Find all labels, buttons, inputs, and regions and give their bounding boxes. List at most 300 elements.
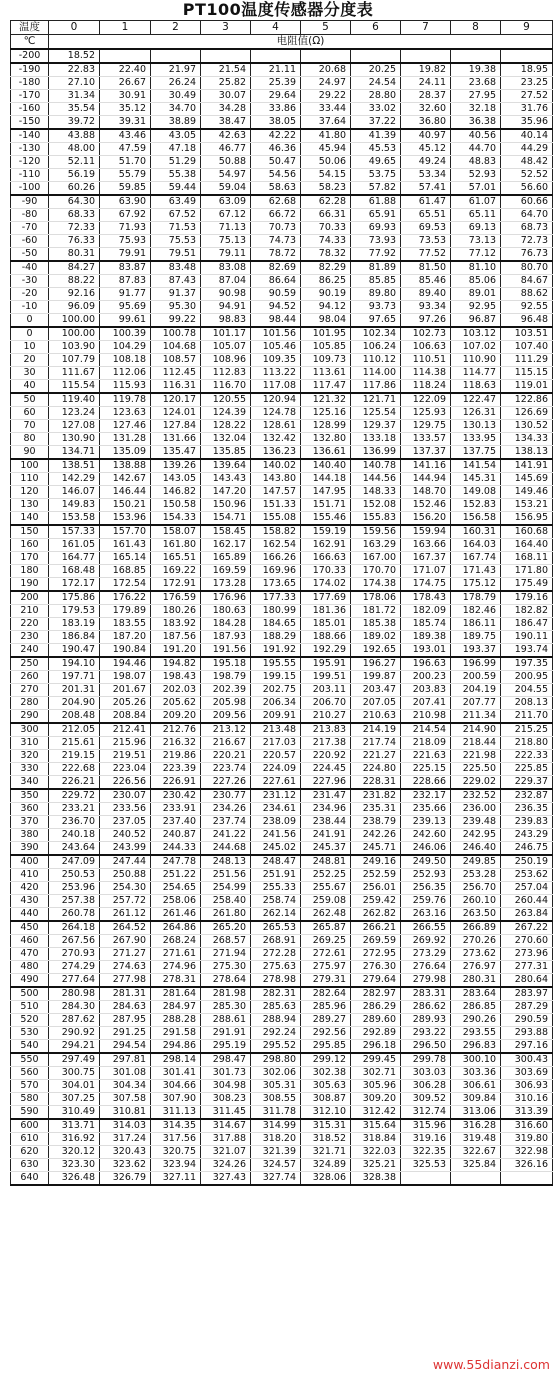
resistance-cell: 185.74: [401, 618, 451, 631]
resistance-cell: 196.27: [351, 657, 401, 671]
resistance-cell: 292.89: [351, 1027, 401, 1040]
resistance-cell: 205.98: [201, 697, 251, 710]
table-row: [11, 143, 553, 156]
temperature-header: 温度: [11, 21, 49, 35]
resistance-cell: 174.38: [351, 578, 401, 592]
temperature-cell: 100: [11, 459, 49, 473]
resistance-cell: 320.12: [49, 1146, 100, 1159]
resistance-cell: 307.25: [49, 1093, 100, 1106]
resistance-cell: 85.85: [351, 275, 401, 288]
resistance-cell: 218.09: [401, 737, 451, 750]
resistance-cell: 58.63: [251, 182, 301, 196]
resistance-cell: 257.72: [100, 895, 151, 908]
resistance-cell: 34.70: [151, 103, 201, 116]
resistance-cell: 140.02: [251, 459, 301, 473]
resistance-cell: 140.40: [301, 459, 351, 473]
resistance-cell: 276.64: [401, 961, 451, 974]
resistance-cell: 39.72: [49, 116, 100, 130]
resistance-cell: 185.01: [301, 618, 351, 631]
resistance-cell: 29.22: [301, 90, 351, 103]
resistance-cell: 264.52: [100, 921, 151, 935]
table-row: [11, 618, 553, 631]
resistance-cell: 41.39: [351, 129, 401, 143]
resistance-cell: 53.75: [351, 169, 401, 182]
resistance-cell: 164.77: [49, 552, 100, 565]
resistance-cell: 273.96: [501, 948, 553, 961]
temperature-cell: 550: [11, 1053, 49, 1067]
resistance-cell: 318.52: [301, 1133, 351, 1146]
resistance-cell: 119.40: [49, 393, 100, 407]
resistance-cell: 141.16: [401, 459, 451, 473]
resistance-cell: 73.13: [451, 235, 501, 248]
resistance-cell: 244.33: [151, 842, 201, 856]
table-row: [11, 156, 553, 169]
resistance-cell: 216.67: [201, 737, 251, 750]
resistance-cell: 248.81: [301, 855, 351, 869]
resistance-cell: 89.40: [401, 288, 451, 301]
resistance-cell: 75.53: [151, 235, 201, 248]
resistance-cell: 105.46: [251, 341, 301, 354]
table-row: [11, 327, 553, 341]
resistance-cell: 120.17: [151, 393, 201, 407]
resistance-cell: 46.36: [251, 143, 301, 156]
resistance-cell: [401, 1172, 451, 1186]
resistance-cell: 111.67: [49, 367, 100, 380]
resistance-cell: 102.34: [351, 327, 401, 341]
resistance-cell: 27.10: [49, 77, 100, 90]
resistance-cell: 179.16: [501, 591, 553, 605]
resistance-cell: 18.52: [49, 49, 100, 63]
resistance-cell: 87.83: [100, 275, 151, 288]
resistance-cell: 289.93: [401, 1014, 451, 1027]
resistance-cell: 235.66: [401, 803, 451, 816]
temperature-cell: 440: [11, 908, 49, 922]
temperature-cell: 300: [11, 723, 49, 737]
resistance-cell: 68.73: [501, 222, 553, 235]
resistance-cell: 288.61: [201, 1014, 251, 1027]
resistance-cell: 65.51: [401, 209, 451, 222]
resistance-cell: [100, 49, 151, 63]
resistance-cell: 141.91: [501, 459, 553, 473]
resistance-cell: 124.39: [201, 407, 251, 420]
resistance-cell: 45.94: [301, 143, 351, 156]
temperature-cell: 40: [11, 380, 49, 394]
temperature-cell: 590: [11, 1106, 49, 1120]
resistance-cell: 224.09: [251, 763, 301, 776]
resistance-cell: 24.54: [351, 77, 401, 90]
resistance-cell: 297.81: [100, 1053, 151, 1067]
resistance-cell: 274.96: [151, 961, 201, 974]
resistance-cell: 157.70: [100, 525, 151, 539]
resistance-cell: 310.16: [501, 1093, 553, 1106]
resistance-cell: 210.27: [301, 710, 351, 724]
resistance-cell: 24.97: [301, 77, 351, 90]
resistance-cell: 282.64: [301, 987, 351, 1001]
resistance-cell: 128.22: [201, 420, 251, 433]
resistance-cell: 35.12: [100, 103, 151, 116]
resistance-cell: 64.30: [49, 195, 100, 209]
resistance-cell: 242.60: [401, 829, 451, 842]
resistance-cell: 187.93: [201, 631, 251, 644]
resistance-cell: 127.84: [151, 420, 201, 433]
resistance-cell: 241.22: [201, 829, 251, 842]
resistance-cell: 33.02: [351, 103, 401, 116]
resistance-cell: 87.43: [151, 275, 201, 288]
resistance-cell: 171.07: [401, 565, 451, 578]
resistance-cell: 57.82: [351, 182, 401, 196]
resistance-cell: 39.31: [100, 116, 151, 130]
resistance-cell: 319.80: [501, 1133, 553, 1146]
table-row: [11, 222, 553, 235]
resistance-cell: 47.59: [100, 143, 151, 156]
table-row: [11, 1146, 553, 1159]
table-row: [11, 723, 553, 737]
resistance-cell: 118.63: [451, 380, 501, 394]
resistance-cell: 50.47: [251, 156, 301, 169]
resistance-cell: 125.54: [351, 407, 401, 420]
temperature-cell: 500: [11, 987, 49, 1001]
resistance-cell: 322.98: [501, 1146, 553, 1159]
resistance-cell: 314.35: [151, 1119, 201, 1133]
resistance-cell: 132.80: [301, 433, 351, 446]
resistance-cell: 304.66: [151, 1080, 201, 1093]
resistance-cell: 240.87: [151, 829, 201, 842]
resistance-cell: 38.05: [251, 116, 301, 130]
table-row: [11, 49, 553, 63]
resistance-cell: 59.04: [201, 182, 251, 196]
resistance-cell: 293.22: [401, 1027, 451, 1040]
resistance-cell: 290.59: [501, 1014, 553, 1027]
resistance-cell: 297.49: [49, 1053, 100, 1067]
resistance-cell: 267.90: [100, 935, 151, 948]
resistance-cell: 272.61: [301, 948, 351, 961]
resistance-cell: 264.86: [151, 921, 201, 935]
resistance-cell: 33.44: [301, 103, 351, 116]
resistance-cell: 90.59: [251, 288, 301, 301]
resistance-cell: 306.93: [501, 1080, 553, 1093]
resistance-cell: 115.54: [49, 380, 100, 394]
resistance-cell: 228.66: [401, 776, 451, 790]
temperature-cell: -30: [11, 275, 49, 288]
resistance-cell: 37.22: [351, 116, 401, 130]
resistance-cell: 326.16: [501, 1159, 553, 1172]
resistance-cell: 21.54: [201, 63, 251, 77]
temperature-cell: -100: [11, 182, 49, 196]
resistance-cell: 193.01: [401, 644, 451, 658]
resistance-cell: 119.78: [100, 393, 151, 407]
resistance-cell: 183.19: [49, 618, 100, 631]
resistance-cell: 34.28: [201, 103, 251, 116]
resistance-cell: 273.62: [451, 948, 501, 961]
resistance-cell: 174.02: [301, 578, 351, 592]
resistance-cell: 136.99: [351, 446, 401, 460]
resistance-cell: 48.42: [501, 156, 553, 169]
resistance-cell: 289.60: [351, 1014, 401, 1027]
resistance-cell: 47.18: [151, 143, 201, 156]
resistance-cell: 25.39: [251, 77, 301, 90]
resistance-cell: 27.52: [501, 90, 553, 103]
resistance-cell: 121.71: [351, 393, 401, 407]
resistance-cell: 158.07: [151, 525, 201, 539]
resistance-cell: 311.78: [251, 1106, 301, 1120]
temperature-cell: -130: [11, 143, 49, 156]
temperature-cell: 260: [11, 671, 49, 684]
resistance-cell: 134.33: [501, 433, 553, 446]
resistance-cell: 215.96: [100, 737, 151, 750]
resistance-cell: 266.89: [451, 921, 501, 935]
resistance-cell: 297.16: [501, 1040, 553, 1054]
resistance-cell: 127.08: [49, 420, 100, 433]
digit-header: 7: [401, 21, 451, 35]
resistance-cell: 243.29: [501, 829, 553, 842]
resistance-cell: 292.24: [251, 1027, 301, 1040]
resistance-cell: 313.06: [451, 1106, 501, 1120]
resistance-cell: 223.74: [201, 763, 251, 776]
resistance-cell: 237.74: [201, 816, 251, 829]
resistance-cell: 138.51: [49, 459, 100, 473]
resistance-cell: 106.63: [401, 341, 451, 354]
resistance-cell: 280.98: [49, 987, 100, 1001]
table-row: [11, 288, 553, 301]
resistance-cell: 20.68: [301, 63, 351, 77]
resistance-cell: 93.73: [351, 301, 401, 314]
table-row: [11, 499, 553, 512]
resistance-cell: 171.43: [451, 565, 501, 578]
resistance-cell: 46.77: [201, 143, 251, 156]
resistance-cell: 23.68: [451, 77, 501, 90]
resistance-cell: 220.57: [251, 750, 301, 763]
resistance-cell: 45.12: [401, 143, 451, 156]
resistance-cell: 80.70: [501, 261, 553, 275]
resistance-cell: 60.26: [49, 182, 100, 196]
resistance-cell: 137.37: [401, 446, 451, 460]
resistance-cell: 95.69: [100, 301, 151, 314]
resistance-cell: 270.60: [501, 935, 553, 948]
table-row: [11, 420, 553, 433]
resistance-cell: 96.87: [451, 314, 501, 328]
temperature-cell: -150: [11, 116, 49, 130]
resistance-cell: 92.55: [501, 301, 553, 314]
table-row: [11, 750, 553, 763]
temperature-cell: -160: [11, 103, 49, 116]
resistance-cell: 31.76: [501, 103, 553, 116]
resistance-cell: 108.96: [201, 354, 251, 367]
temperature-cell: -90: [11, 195, 49, 209]
temperature-cell: 190: [11, 578, 49, 592]
resistance-cell: 86.25: [301, 275, 351, 288]
resistance-cell: 220.92: [301, 750, 351, 763]
resistance-cell: 165.89: [201, 552, 251, 565]
resistance-cell: 287.95: [100, 1014, 151, 1027]
resistance-cell: 198.79: [201, 671, 251, 684]
resistance-cell: 188.66: [301, 631, 351, 644]
resistance-cell: 217.03: [251, 737, 301, 750]
digit-header-row: [11, 21, 553, 35]
resistance-cell: 267.56: [49, 935, 100, 948]
resistance-cell: 99.61: [100, 314, 151, 328]
resistance-cell: 77.52: [401, 248, 451, 262]
resistance-cell: 75.93: [100, 235, 151, 248]
temperature-cell: 10: [11, 341, 49, 354]
resistance-cell: 242.26: [351, 829, 401, 842]
resistance-cell: 81.10: [451, 261, 501, 275]
resistance-cell: 91.37: [151, 288, 201, 301]
table-row: [11, 116, 553, 130]
resistance-cell: 231.47: [301, 789, 351, 803]
resistance-cell: 63.49: [151, 195, 201, 209]
resistance-cell: [401, 49, 451, 63]
resistance-cell: 299.45: [351, 1053, 401, 1067]
temperature-cell: -120: [11, 156, 49, 169]
resistance-cell: 147.95: [301, 486, 351, 499]
temperature-cell: 70: [11, 420, 49, 433]
resistance-cell: 74.33: [301, 235, 351, 248]
resistance-cell: 37.64: [301, 116, 351, 130]
resistance-cell: 79.91: [100, 248, 151, 262]
resistance-cell: 64.70: [501, 209, 553, 222]
resistance-cell: 130.52: [501, 420, 553, 433]
resistance-cell: 214.19: [351, 723, 401, 737]
resistance-cell: 133.95: [451, 433, 501, 446]
resistance-cell: 201.67: [100, 684, 151, 697]
resistance-cell: 231.82: [351, 789, 401, 803]
resistance-cell: 205.26: [100, 697, 151, 710]
resistance-cell: 62.68: [251, 195, 301, 209]
temperature-cell: 330: [11, 763, 49, 776]
resistance-cell: 92.95: [451, 301, 501, 314]
table-row: [11, 552, 553, 565]
resistance-cell: 258.06: [151, 895, 201, 908]
resistance-cell: 253.28: [451, 869, 501, 882]
resistance-cell: 209.91: [251, 710, 301, 724]
resistance-cell: 159.94: [401, 525, 451, 539]
resistance-cell: 85.06: [451, 275, 501, 288]
resistance-cell: 156.20: [401, 512, 451, 526]
resistance-cell: 103.51: [501, 327, 553, 341]
resistance-cell: 35.96: [501, 116, 553, 130]
resistance-cell: 301.08: [100, 1067, 151, 1080]
resistance-cell: 56.19: [49, 169, 100, 182]
resistance-cell: 304.01: [49, 1080, 100, 1093]
temperature-cell: 0: [11, 327, 49, 341]
resistance-cell: 211.34: [451, 710, 501, 724]
resistance-cell: 52.52: [501, 169, 553, 182]
resistance-cell: 115.93: [100, 380, 151, 394]
resistance-cell: 42.63: [201, 129, 251, 143]
resistance-cell: 211.70: [501, 710, 553, 724]
resistance-cell: 128.99: [301, 420, 351, 433]
resistance-cell: 229.02: [451, 776, 501, 790]
resistance-cell: 148.33: [351, 486, 401, 499]
resistance-cell: 153.96: [100, 512, 151, 526]
resistance-cell: 187.20: [100, 631, 151, 644]
resistance-cell: 114.77: [451, 367, 501, 380]
resistance-cell: 300.10: [451, 1053, 501, 1067]
resistance-cell: 210.98: [401, 710, 451, 724]
resistance-cell: 54.97: [201, 169, 251, 182]
resistance-cell: 103.90: [49, 341, 100, 354]
temperature-cell: 280: [11, 697, 49, 710]
resistance-cell: 159.19: [301, 525, 351, 539]
resistance-cell: 184.65: [251, 618, 301, 631]
temperature-cell: 640: [11, 1172, 49, 1186]
resistance-cell: 30.91: [100, 90, 151, 103]
temperature-cell: 370: [11, 816, 49, 829]
temperature-cell: -50: [11, 248, 49, 262]
table-row: [11, 829, 553, 842]
resistance-cell: 202.03: [151, 684, 201, 697]
resistance-cell: 278.98: [251, 974, 301, 988]
resistance-cell: 90.19: [301, 288, 351, 301]
resistance-cell: 175.86: [49, 591, 100, 605]
resistance-cell: 43.88: [49, 129, 100, 143]
resistance-cell: 152.83: [451, 499, 501, 512]
temperature-cell: 600: [11, 1119, 49, 1133]
resistance-cell: 311.13: [151, 1106, 201, 1120]
resistance-cell: 160.31: [451, 525, 501, 539]
resistance-cell: 175.49: [501, 578, 553, 592]
table-row: [11, 248, 553, 262]
resistance-cell: 251.56: [201, 869, 251, 882]
temperature-cell: 180: [11, 565, 49, 578]
resistance-cell: 284.30: [49, 1001, 100, 1014]
resistance-cell: 51.70: [100, 156, 151, 169]
resistance-cell: 206.34: [251, 697, 301, 710]
resistance-cell: 158.82: [251, 525, 301, 539]
table-row: [11, 605, 553, 618]
table-row: [11, 565, 553, 578]
resistance-cell: 196.99: [451, 657, 501, 671]
resistance-cell: 305.63: [301, 1080, 351, 1093]
resistance-cell: 125.16: [301, 407, 351, 420]
resistance-cell: 302.38: [301, 1067, 351, 1080]
resistance-cell: 186.11: [451, 618, 501, 631]
resistance-cell: 141.54: [451, 459, 501, 473]
resistance-cell: 21.97: [151, 63, 201, 77]
temperature-cell: -10: [11, 301, 49, 314]
temperature-cell: 340: [11, 776, 49, 790]
resistance-cell: 219.86: [151, 750, 201, 763]
resistance-cell: 247.09: [49, 855, 100, 869]
resistance-cell: 143.80: [251, 473, 301, 486]
resistance-cell: 305.31: [251, 1080, 301, 1093]
temperature-cell: 490: [11, 974, 49, 988]
resistance-cell: 108.57: [151, 354, 201, 367]
unit-header: ℃: [11, 35, 49, 50]
table-row: [11, 1133, 553, 1146]
resistance-cell: 61.07: [451, 195, 501, 209]
resistance-cell: 147.20: [201, 486, 251, 499]
resistance-cell: 276.97: [451, 961, 501, 974]
resistance-cell: 304.98: [201, 1080, 251, 1093]
resistance-cell: 264.18: [49, 921, 100, 935]
table-row: [11, 710, 553, 724]
temperature-cell: 360: [11, 803, 49, 816]
resistance-cell: 279.64: [351, 974, 401, 988]
resistance-cell: 49.65: [351, 156, 401, 169]
resistance-cell: 197.71: [49, 671, 100, 684]
resistance-cell: 260.78: [49, 908, 100, 922]
resistance-cell: 228.31: [351, 776, 401, 790]
resistance-cell: 186.84: [49, 631, 100, 644]
resistance-cell: 164.40: [501, 539, 553, 552]
resistance-cell: 308.55: [251, 1093, 301, 1106]
resistance-cell: 96.09: [49, 301, 100, 314]
resistance-cell: 105.85: [301, 341, 351, 354]
resistance-cell: 323.30: [49, 1159, 100, 1172]
resistance-cell: 224.80: [351, 763, 401, 776]
resistance-cell: 162.54: [251, 539, 301, 552]
